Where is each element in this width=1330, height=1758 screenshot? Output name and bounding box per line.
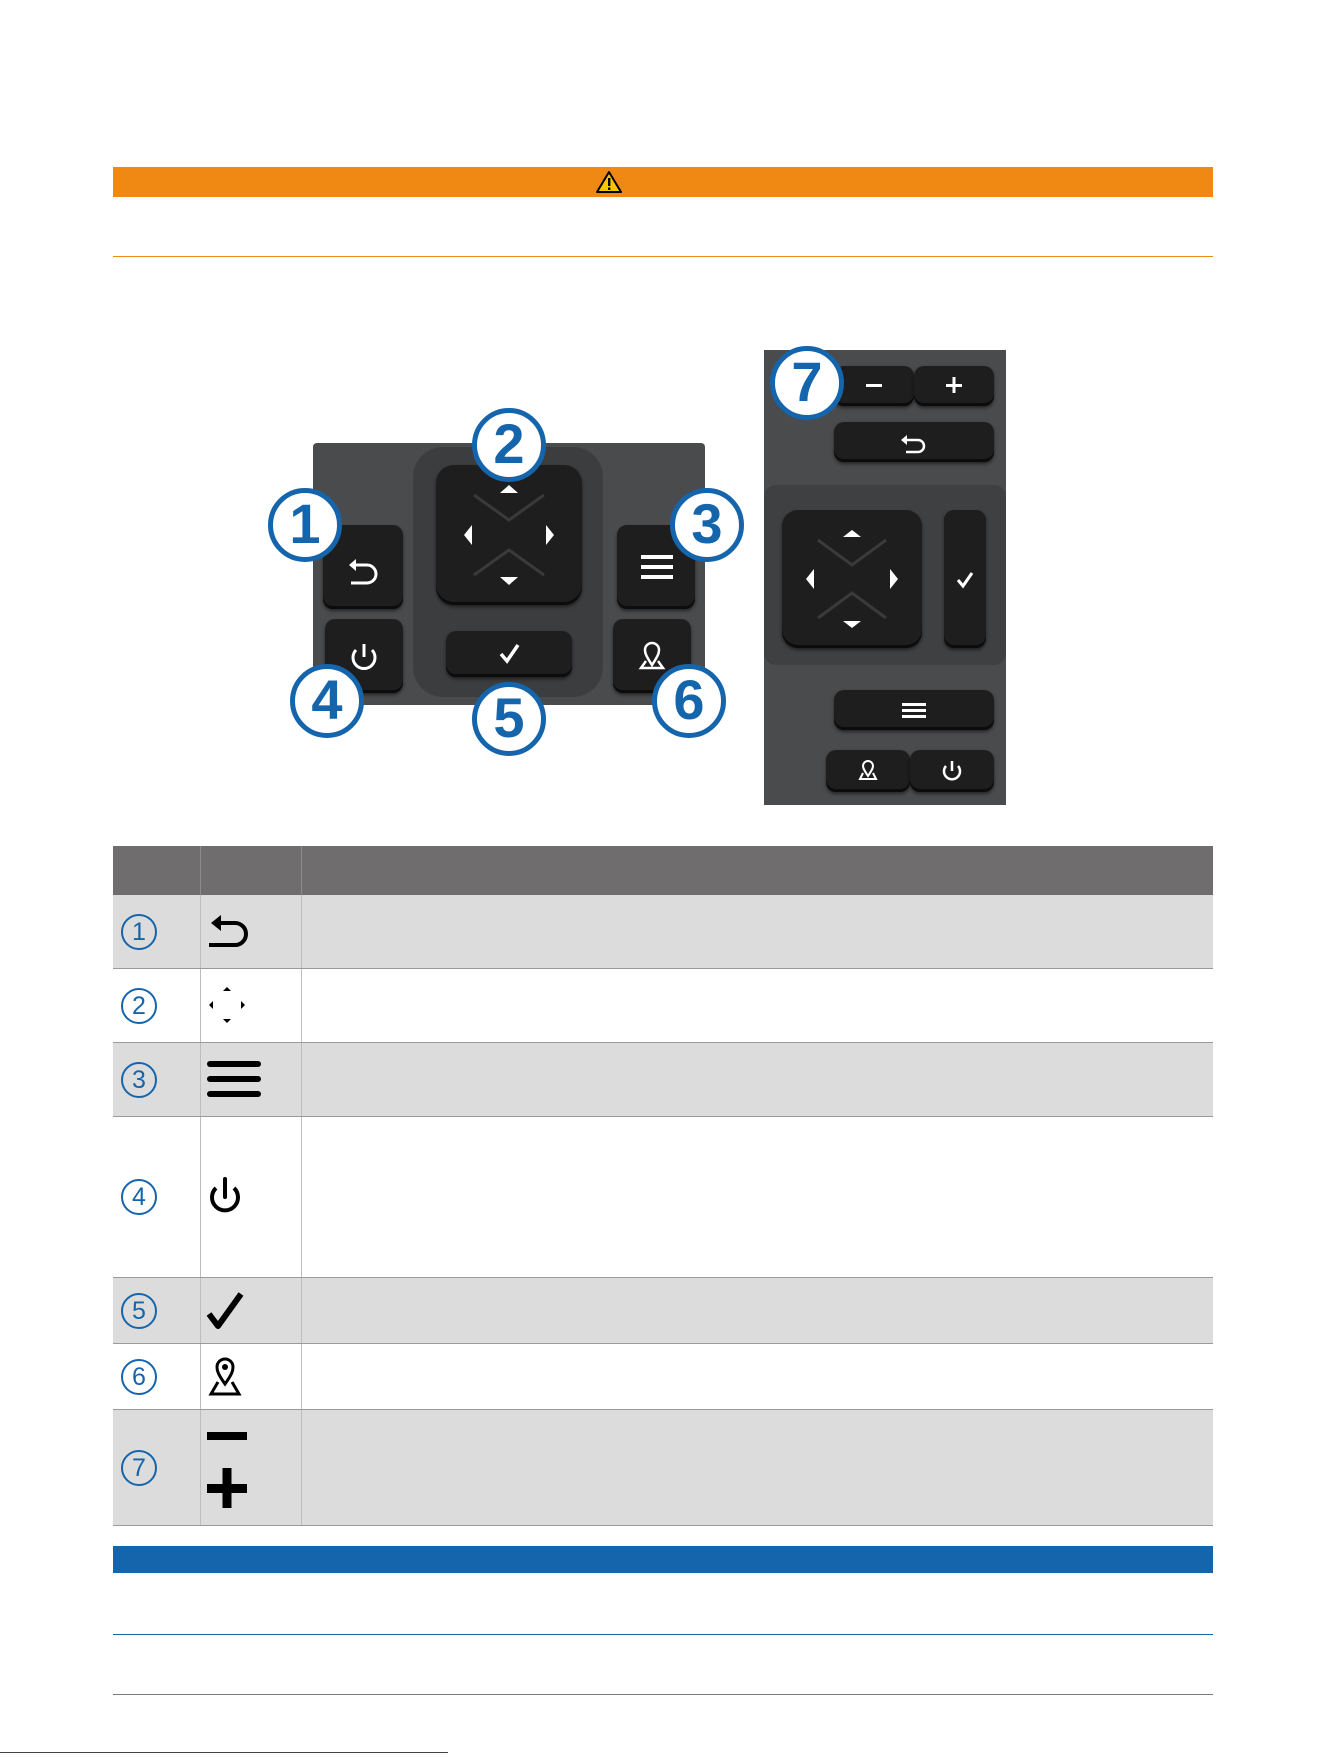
callout-1: 1 [268,488,342,562]
page-edge-rule [0,1752,448,1753]
table-row [113,969,1213,1043]
mark-button-vertical[interactable] [826,750,910,792]
table-row [113,1278,1213,1344]
select-button-vertical[interactable] [944,510,986,648]
table-row [113,895,1213,969]
callout-4: 4 [290,664,364,738]
table-row [113,1043,1213,1117]
callout-2: 2 [472,408,546,482]
warning-banner [113,167,1213,197]
menu-icon [205,1059,263,1099]
row-number: 3 [121,1062,157,1098]
table-header [113,846,1213,895]
callout-7: 7 [770,346,844,420]
row-number: 4 [121,1179,157,1215]
callout-6: 6 [652,664,726,738]
footer-rule [113,1694,1213,1695]
warning-rule [113,256,1213,257]
zoom-out-button[interactable] [834,366,914,406]
table-row [113,1410,1213,1526]
back-button-vertical[interactable] [834,422,994,462]
callout-5: 5 [472,682,546,756]
row-number: 7 [121,1450,157,1486]
table-row [113,1117,1213,1278]
check-icon [205,1290,245,1332]
back-icon [205,913,251,953]
callout-3: 3 [670,488,744,562]
menu-button-vertical[interactable] [834,690,994,730]
dpad-button[interactable] [436,465,582,605]
power-icon [205,1175,245,1217]
warning-triangle-icon [596,170,622,194]
note-banner [113,1546,1213,1573]
zoom-minus-plus-icon [205,1428,251,1512]
power-button-vertical[interactable] [910,750,994,792]
mark-waypoint-icon [205,1354,245,1400]
row-number: 1 [121,914,157,950]
zoom-in-button[interactable] [914,366,994,406]
dpad-button-vertical[interactable] [782,510,922,648]
select-button[interactable] [446,631,572,677]
device-horizontal-keypad [313,443,705,705]
table-row [113,1344,1213,1410]
arrows-icon [205,983,249,1027]
row-number: 2 [121,988,157,1024]
row-number: 5 [121,1293,157,1329]
note-rule [113,1634,1213,1635]
row-number: 6 [121,1359,157,1395]
